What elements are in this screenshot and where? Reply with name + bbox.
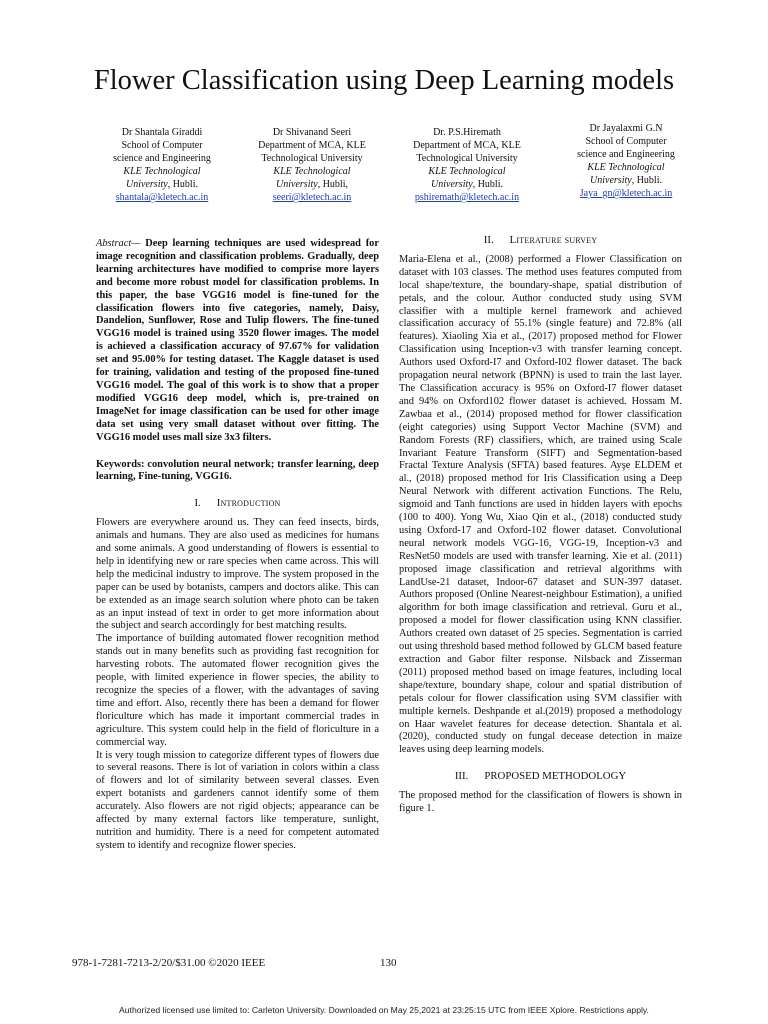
author-institution: KLE Technological bbox=[428, 166, 506, 177]
author-institution: KLE Technological bbox=[123, 166, 201, 177]
author-email-link[interactable]: pshiremath@kletech.ac.in bbox=[414, 192, 520, 203]
section-title: PROPOSED METHODOLOGY bbox=[484, 770, 627, 783]
abstract-body: Deep learning techniques are used widespread for image recognition and classification problems. Gradually, deep learning architectures have modified to comprise more layers and become more robust model for classification problems. In this paper, the base VGG16 model is fine-tuned for the classification flowers into five categories, namely, Daisy, Dandelion, Sunflower, Rose and Tulip flowers. The fine-tuned VGG16 model is trained using 3520 flower images. The model is achieved a classification accuracy of 97.67% for validation set and 95.00% for testing dataset. The Kaggle dataset is used for training, validation and testing of the proposed fine-tuned VGG16 model. The goal of this work is to show that a proper modified VGG16 deep model, which is, pre-trained on ImageNet for image classification can be used for other image data set using very small dataset without over fitting. The VGG16 model uses mall size 3x3 filters. bbox=[96, 238, 379, 443]
author-city: , Hubli. bbox=[167, 179, 198, 190]
author-city: , Hubli. bbox=[631, 175, 662, 186]
author-city: , Hubli, bbox=[317, 179, 348, 190]
right-column bbox=[399, 234, 682, 816]
author-4 bbox=[560, 122, 692, 200]
abstract bbox=[96, 238, 379, 445]
section-heading-introduction bbox=[96, 497, 379, 510]
author-institution: University bbox=[590, 175, 632, 186]
author-institution: University bbox=[126, 179, 168, 190]
section-title: Literature survey bbox=[509, 234, 598, 246]
author-institution: University bbox=[276, 179, 318, 190]
author-name: Dr Shantala Giraddi bbox=[121, 127, 203, 138]
author-email-link[interactable]: seeri@kletech.ac.in bbox=[272, 192, 352, 203]
author-name: Dr Jayalaxmi G.N bbox=[589, 123, 663, 134]
author-affiliation: School of Computer bbox=[585, 136, 667, 147]
section-number: III. bbox=[454, 770, 469, 783]
author-institution: University bbox=[431, 179, 473, 190]
section-title: Introduction bbox=[216, 497, 281, 510]
section-heading-methodology bbox=[399, 770, 682, 783]
author-affiliation: Department of MCA, KLE bbox=[413, 140, 521, 151]
author-2 bbox=[242, 126, 382, 204]
paragraph: Maria-Elena et al., (2008) performed a Flower Classification on dataset with 103 classes. The method uses features computed from local shape/texture, the boundary-shape, spatial distribution of petals, and the colour. Author conducted study using SVM classifier with a multiple kernel framework and achieved classification accuracy of 55.1% (single feature) and 72.8% (all features). Xiaoling Xia et al., (2017) proposed method for Flower Classification using Inception-v3 with transfer learning concept. Authors used Oxford-I7 and Oxford-I02 flower dataset. The back propagation neural network (BPNN) is used to train the last layer. The Classification accuracy is 95% on Oxford-I7 flower dataset and 94% on Oxford102 flower dataset is achieved. Hossam M. Zawbaa et al., (2014) proposed method for flower classification (eight categories) using Support Vector Machine (SVM) and Random Forests (RF) classifiers, which, are trained using Scale Invariant Feature Transform (SIFT) and Segmentation-based Fractal Texture Analysis (SFTA) based features. Ayşe ELDEM et al., (2018) proposed method for Iris Classification using a Deep Neural Network with different activation Functions. The Relu, sigmoid and Tanh functions are used in hidden layers with epochs (100 to 400). Yong Wu, Xiao Qin et al., (2018) conducted study using Oxford-17 and Oxford-102 flower dataset. Convolutional neural network models VGG-16, VGG-19, Inception-v3 and ResNet50 models are used with transfer learning. Xie et al. (2011) proposed image classification and retrieval algorithms with LandUse-21 dataset, Indoor-67 dataset and SUN-397 dataset. Authors proposed (Online Nearest-neighbour Estimation), a unified algorithm for both image classification and retrieval. Guru et al., proposed a model for flower classification using KNN classifier. Authors created own dataset of 25 species. Segmentation is carried out using threshold based method followed by GLCM based feature extraction and Gabor filter response. Nilsback and Zisserman (2011) proposed method based on image features, including local shape/texture, boundary shape, colour and spatial distribution of petals colour for flower classification using SVM classifier with multiple kernels. Deshpande et al.(2019) proposed a methodology on Haar wavelet features for decease detection. Shantala et al.(2020), conducted study on fungal decease detection in maize leaves using deep learning models. bbox=[399, 253, 682, 756]
author-block bbox=[0, 122, 768, 212]
license-notice: Authorized licensed use limited to: Carleton University. Downloaded on May 25,2021 at 23:25:15 UTC from IEEE Xplore. Restrictions apply. bbox=[119, 1005, 649, 1015]
author-affiliation: science and Engineering bbox=[113, 153, 211, 164]
abstract-lead: Abstract— bbox=[96, 238, 141, 249]
left-column bbox=[96, 238, 379, 853]
author-institution: KLE Technological bbox=[273, 166, 351, 177]
keywords: Keywords: convolution neural network; transfer learning, deep learning, Fine-tuning, VGG16. bbox=[96, 458, 379, 483]
isbn-copyright: 978-1-7281-7213-2/20/$31.00 ©2020 IEEE bbox=[72, 957, 266, 969]
paper-title: Flower Classification using Deep Learning models bbox=[93, 65, 675, 96]
section-number: I. bbox=[194, 497, 201, 510]
author-3 bbox=[397, 126, 537, 204]
paragraph: It is very tough mission to categorize different types of flowers due to several reasons. There is lot of variation in colors within a class of flowers and lot of similarity between several classes. Even expert botanists and gardeners cannot identify some of them accurately. Also flowers are not rigid objects; appearance can be affected by many external factors like temperature, sunlight, nutrition and humidity. There is a need for competent automated system to identify and recognize flower species. bbox=[96, 749, 379, 851]
author-affiliation: Technological University bbox=[416, 153, 518, 164]
paragraph: The importance of building automated flower recognition method stands out in many benefits such as providing fast recognition for harvesting robots. The automated flower recognition gives the people, with limited experience in flower species, the ability to recognize the species of a flower, with the advantages of saving time and effort. Also, recently there has been a demand for flower floriculture which has made it important commercial trades in agriculture. This system could help in the field of floriculture in a commercial way. bbox=[96, 633, 379, 748]
author-affiliation: science and Engineering bbox=[577, 149, 675, 160]
author-institution: KLE Technological bbox=[587, 162, 665, 173]
section-heading-literature bbox=[399, 234, 682, 247]
paragraph: Flowers are everywhere around us. They can feed insects, birds, animals and humans. They are also used as medicines for humans and some animals. A good understanding of flowers is essential to help in identifying new or rare species when came across. This will help the medicinal industry to improve. The system proposed in the paper can be used by botanists, campers and doctors alike. This can be extended as an image search solution where photo can be taken as an input instead of text in order to get more information about the subject and search accordingly for best matching results. bbox=[96, 517, 379, 632]
author-name: Dr Shivanand Seeri bbox=[272, 127, 352, 138]
author-affiliation: Technological University bbox=[261, 153, 363, 164]
paragraph: The proposed method for the classification of flowers is shown in figure 1. bbox=[399, 790, 682, 815]
author-affiliation: School of Computer bbox=[121, 140, 203, 151]
author-email-link[interactable]: shantala@kletech.ac.in bbox=[115, 192, 209, 203]
section-number: II. bbox=[483, 234, 494, 246]
author-city: , Hubli. bbox=[472, 179, 503, 190]
page-number: 130 bbox=[380, 957, 397, 969]
author-1 bbox=[96, 126, 228, 204]
author-name: Dr. P.S.Hiremath bbox=[433, 127, 501, 138]
author-affiliation: Department of MCA, KLE bbox=[258, 140, 366, 151]
author-email-link[interactable]: Jaya_gn@kletech.ac.in bbox=[579, 188, 673, 199]
